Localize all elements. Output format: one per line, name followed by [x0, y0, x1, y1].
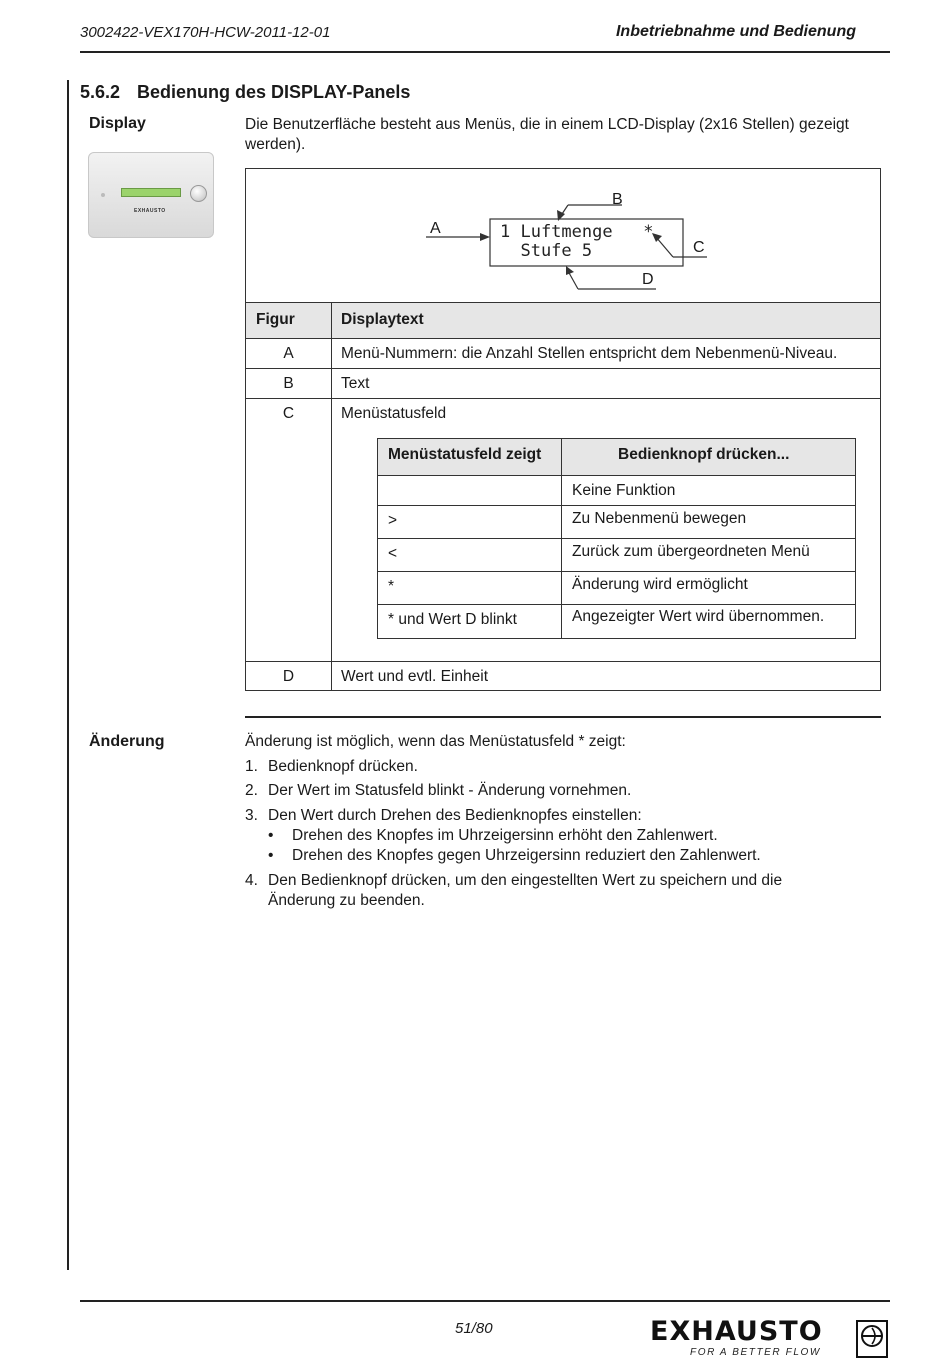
status-table-divider: [561, 439, 562, 638]
table-row: [246, 368, 880, 398]
table-header-row: [246, 302, 880, 338]
display-panel-photo: [88, 152, 214, 238]
chapter-title: Inbetriebnahme und Bedienung: [615, 23, 856, 40]
step-text-continued: Änderung zu beenden.: [268, 892, 425, 909]
bullet-text: Drehen des Knopfes im Uhrzeigersinn erhöht den Zahlenwert.: [292, 827, 718, 844]
bullet-icon: •: [268, 827, 274, 844]
col-displaytext-header: Displaytext: [341, 311, 424, 328]
figure-label-a: A: [430, 220, 441, 237]
led-icon: [101, 193, 105, 197]
step-text: Den Wert durch Drehen des Bedienknopfes einstellen:: [268, 807, 642, 824]
status-row: [378, 475, 855, 505]
margin-bar: [67, 80, 69, 1270]
step-number: 4.: [245, 872, 258, 889]
footer-rule: [80, 1300, 890, 1302]
display-intro: Die Benutzerfläche besteht aus Menüs, die in einem LCD-Display (2x16 Stellen) gezeigt werden).: [245, 116, 849, 153]
display-figure-box: [245, 168, 881, 691]
figure-label-b: B: [612, 191, 623, 208]
page-number: 51/80: [455, 1320, 493, 1337]
step-number: 3.: [245, 807, 258, 824]
row-fig: A: [283, 345, 294, 362]
step-number: 1.: [245, 758, 258, 775]
step-text: Der Wert im Statusfeld blinkt - Änderung vornehmen.: [268, 782, 632, 799]
status-row: [378, 604, 855, 638]
col-figur-header: Figur: [256, 311, 295, 328]
lcd-screen: [121, 188, 181, 197]
status-col-shows-header: Menüstatusfeld zeigt: [388, 446, 542, 463]
status-table-header: [378, 439, 855, 475]
section-title: Bedienung des DISPLAY-Panels: [137, 82, 411, 102]
status-action: Keine Funktion: [572, 482, 676, 499]
step-number: 2.: [245, 782, 258, 799]
status-row: [378, 571, 855, 604]
row-text: Menü-Nummern: die Anzahl Stellen entspricht dem Nebenmenü-Niveau.: [341, 345, 838, 362]
status-shows: *: [388, 578, 395, 595]
change-intro: Änderung ist möglich, wenn das Menüstatusfeld * zeigt:: [245, 733, 626, 750]
row-text: Menüstatusfeld: [341, 405, 447, 422]
status-shows: * und Wert D blinkt: [388, 611, 517, 628]
status-row: [378, 505, 855, 538]
control-knob-icon: [190, 185, 207, 202]
header-rule: [80, 51, 890, 53]
step-text: Bedienknopf drücken.: [268, 758, 418, 775]
table-column-divider: [331, 302, 332, 691]
brand-tagline: FOR A BETTER FLOW: [690, 1347, 821, 1358]
status-action: Zu Nebenmenü bewegen: [572, 510, 747, 527]
change-label: Änderung: [89, 733, 165, 750]
status-action: Zurück zum übergeordneten Menü: [572, 543, 810, 560]
section-number: 5.6.2: [80, 82, 121, 102]
step-text: Den Bedienknopf drücken, um den eingestellten Wert zu speichern und die: [268, 872, 783, 889]
brand-logo: EXHAUSTO: [650, 1316, 823, 1347]
table-row: [246, 338, 880, 368]
row-text: Text: [341, 375, 370, 392]
section-separator: [245, 716, 881, 718]
brand-mark-icon: [856, 1320, 888, 1358]
device-brand: EXHAUSTO: [134, 208, 166, 214]
status-shows: <: [388, 545, 398, 562]
row-fig: C: [282, 405, 295, 422]
status-table: [377, 438, 856, 639]
status-action: Änderung wird ermöglicht: [572, 576, 748, 593]
lcd-line-1: 1 Luftmenge *: [500, 222, 654, 242]
document-id: 3002422-VEX170H-HCW-2011-12-01: [80, 24, 331, 41]
row-fig: D: [282, 668, 295, 685]
figure-label-d: D: [642, 271, 654, 288]
row-text: Wert und evtl. Einheit: [341, 668, 489, 685]
status-shows: >: [388, 512, 398, 529]
bullet-icon: •: [268, 847, 274, 864]
bullet-text: Drehen des Knopfes gegen Uhrzeigersinn reduziert den Zahlenwert.: [292, 847, 761, 864]
row-fig: B: [283, 375, 294, 392]
display-label: Display: [89, 115, 146, 132]
status-row: [378, 538, 855, 571]
lcd-line-2: Stufe 5: [500, 241, 593, 261]
status-action: Angezeigter Wert wird übernommen.: [572, 608, 825, 625]
status-col-action-header: Bedienknopf drücken...: [618, 446, 790, 463]
figure-label-c: C: [693, 239, 705, 256]
lcd-diagram: [246, 169, 880, 302]
table-row: [246, 661, 880, 691]
